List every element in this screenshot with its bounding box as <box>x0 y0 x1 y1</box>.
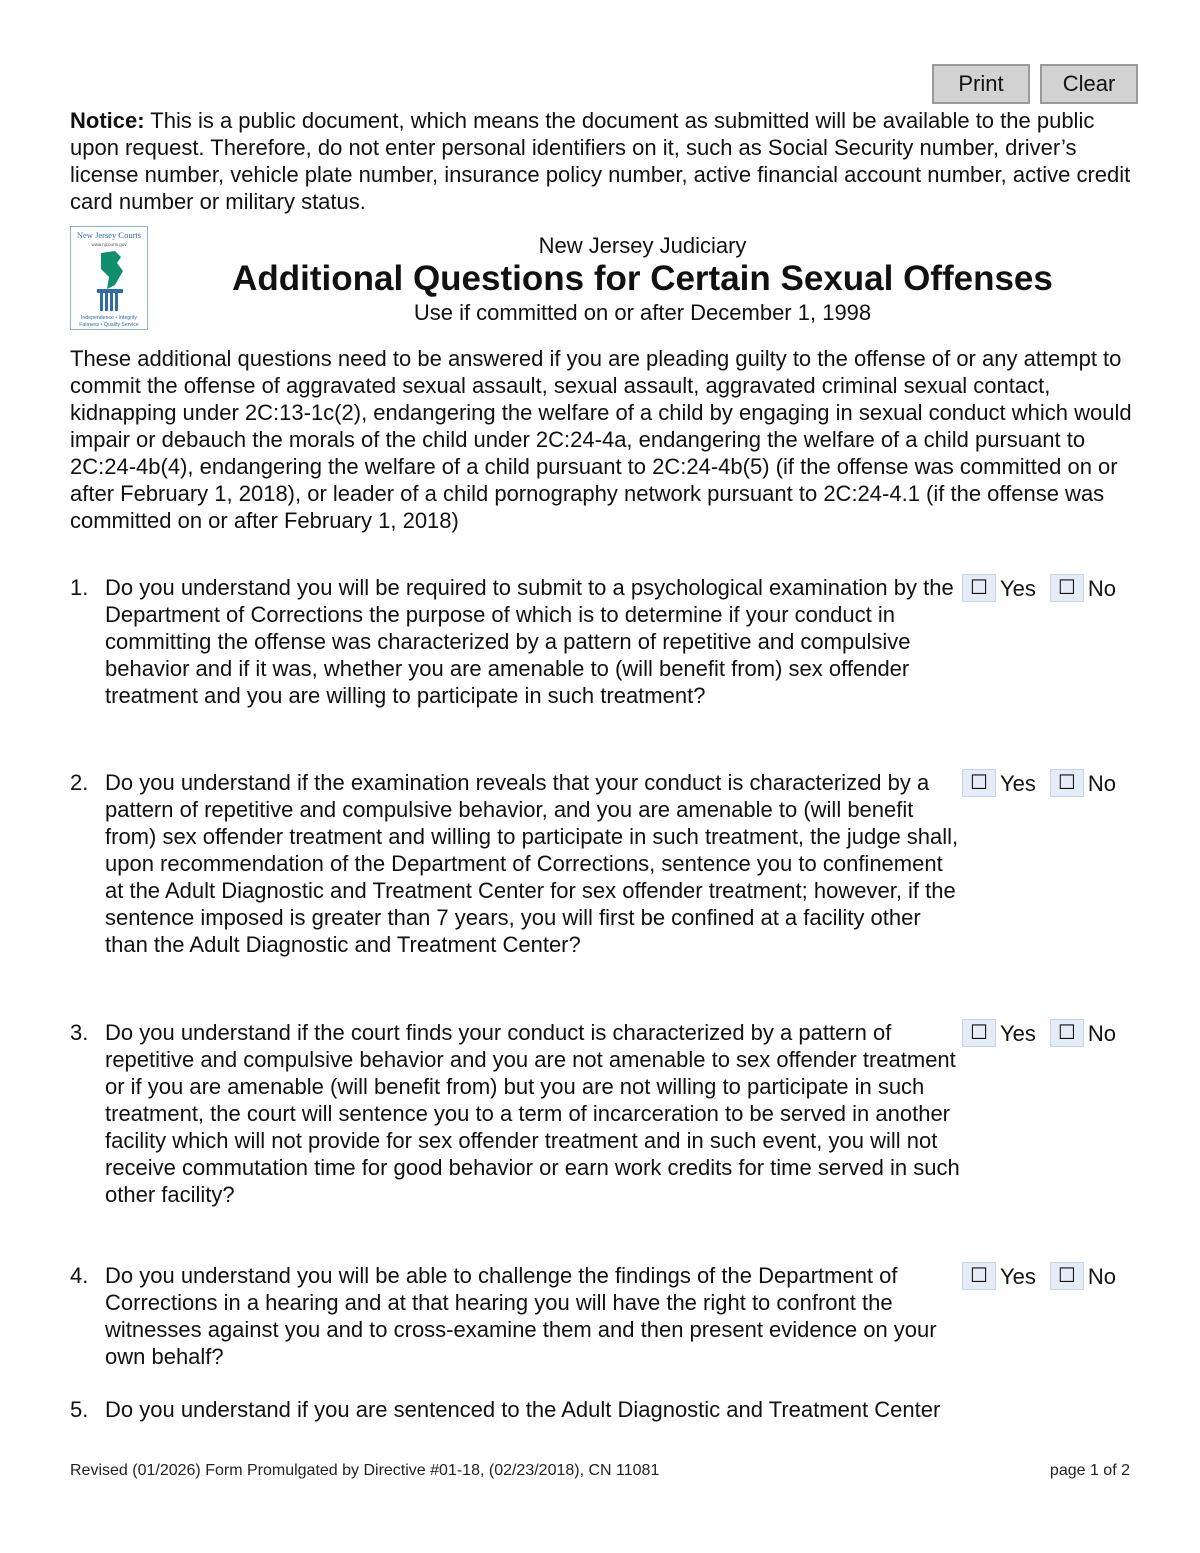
yes-checkbox[interactable] <box>962 769 1036 797</box>
question-number: 5. <box>70 1397 89 1422</box>
no-checkbox[interactable] <box>1050 1019 1116 1047</box>
no-label: No <box>1087 770 1117 796</box>
question-text: Do you understand you will be able to challenge the findings of the Department of Corrections in a hearing and at that hearing you will have the right to confront the witnesses against you and to cross-examine them and then present evidence on your own behalf? <box>105 1263 937 1369</box>
yes-checkbox[interactable] <box>962 1019 1036 1047</box>
checkbox-icon: ☐ <box>962 1262 996 1290</box>
column-shaft-icon <box>115 293 118 311</box>
page-subtitle: Use if committed on or after December 1, 1998 <box>413 300 872 325</box>
yes-label: Yes <box>1000 575 1036 601</box>
logo-tagline-2: Fairness • Quality Service <box>79 322 139 328</box>
answer-options <box>962 1019 1130 1047</box>
question-text: Do you understand if the court finds your conduct is characterized by a pattern of repetitive and compulsive behavior and you are not amenable to sex offender treatment or if you are amenable (will benefit from) but you are not willing to participate in such treatment, the court will sentence you to a term of incarceration to be served in another facility which will not provide for sex offender treatment and in such event, you will not receive commutation time for good behavior or earn work credits for time served in such other facility? <box>105 1020 960 1207</box>
no-label: No <box>1087 1263 1117 1289</box>
column-shaft-icon <box>110 293 113 311</box>
question-number: 3. <box>70 1020 89 1045</box>
nj-state-shape-icon <box>101 251 123 289</box>
answer-options <box>962 1262 1130 1290</box>
page-title: Additional Questions for Certain Sexual Offenses <box>232 259 1053 298</box>
agency-name: New Jersey Judiciary <box>538 233 747 258</box>
checkbox-icon: ☐ <box>1050 574 1084 602</box>
checkbox-icon: ☐ <box>1050 769 1084 797</box>
answer-options <box>962 574 1130 602</box>
yes-checkbox[interactable] <box>962 574 1036 602</box>
column-shaft-icon <box>100 293 103 311</box>
question-text: Do you understand if you are sentenced to the Adult Diagnostic and Treatment Center <box>105 1397 941 1422</box>
no-label: No <box>1087 1020 1117 1046</box>
footer-revision: Revised (01/2026) Form Promulgated by Directive #01-18, (02/23/2018), CN 11081 <box>70 1462 660 1479</box>
checkbox-icon: ☐ <box>962 1019 996 1047</box>
page-number: page 1 of 2 <box>1049 1462 1130 1479</box>
yes-checkbox[interactable] <box>962 1262 1036 1290</box>
question-number: 4. <box>70 1263 89 1288</box>
nj-courts-logo <box>70 226 148 330</box>
nj-courts-logo-graphic <box>71 227 147 329</box>
answer-options <box>962 769 1130 797</box>
question-text: Do you understand if the examination reveals that your conduct is characterized by a pattern of repetitive and compulsive behavior, and you are amenable to (will benefit from) sex offender treatment and willing to participate in such treatment, the judge shall, upon recommendation of the Department of Corrections, sentence you to confinement at the Adult Diagnostic and Treatment Center for sex offender treatment; however, if the sentence imposed is greater than 7 years, you will first be confined at a facility other than the Adult Diagnostic and Treatment Center? <box>105 770 959 957</box>
notice-text: This is a public document, which means the document as submitted will be available to the public upon request. Therefore, do not enter personal identifiers on it, such as Social Security number, driver’s license number, vehicle plate number, insurance policy number, active financial account number, active credit card number or military status. <box>70 108 1131 214</box>
logo-url: www.njcourts.gov <box>91 242 127 247</box>
question-text: Do you understand you will be required to submit to a psychological examination by the Department of Corrections the purpose of which is to determine if your conduct in committing the offense was characterized by a pattern of repetitive and compulsive behavior and if it was, whether you are amenable to (will benefit from) sex offender treatment and you are willing to participate in such treatment? <box>105 575 954 708</box>
question-number: 2. <box>70 770 89 795</box>
yes-label: Yes <box>1000 770 1036 796</box>
clear-button[interactable]: Clear <box>1040 64 1138 104</box>
column-capital-icon <box>97 289 123 293</box>
yes-label: Yes <box>1000 1263 1036 1289</box>
intro-paragraph: These additional questions need to be answered if you are pleading guilty to the offense of or any attempt to commit the offense of aggravated sexual assault, sexual assault, aggravated criminal sexual contact, kidnapping under 2C:13-1c(2), endangering the welfare of a child by engaging in sexual conduct which would impair or debauch the morals of the child under 2C:24-4a, endangering the welfare of a child pursuant to 2C:24-4b(4), endangering the welfare of a child pursuant to 2C:24-4b(5) (if the offense was committed on or after February 1, 2018), or leader of a child pornography network pursuant to 2C:24-4.1 (if the offense was committed on or after February 1, 2018) <box>70 346 1132 533</box>
no-checkbox[interactable] <box>1050 1262 1116 1290</box>
no-label: No <box>1087 575 1117 601</box>
checkbox-icon: ☐ <box>1050 1262 1084 1290</box>
no-checkbox[interactable] <box>1050 574 1116 602</box>
checkbox-icon: ☐ <box>1050 1019 1084 1047</box>
no-checkbox[interactable] <box>1050 769 1116 797</box>
print-button[interactable]: Print <box>932 64 1030 104</box>
checkbox-icon: ☐ <box>962 574 996 602</box>
logo-name: New Jersey Courts <box>76 230 142 240</box>
column-shaft-icon <box>105 293 108 311</box>
question-number: 1. <box>70 575 89 600</box>
logo-tagline-1: Independence • Integrity <box>80 315 138 321</box>
checkbox-icon: ☐ <box>962 769 996 797</box>
notice-label: Notice: <box>70 108 145 133</box>
notice <box>70 107 1135 215</box>
yes-label: Yes <box>1000 1020 1036 1046</box>
